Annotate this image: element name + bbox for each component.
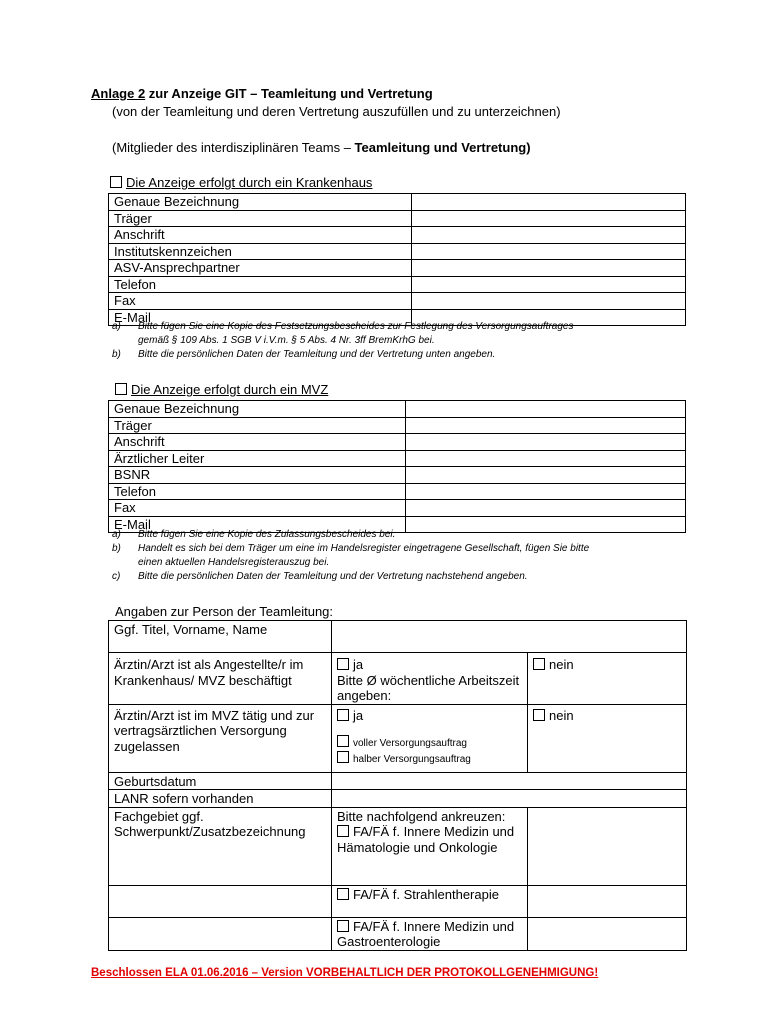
value-field[interactable] — [528, 917, 687, 950]
fach-option-gastroenterologie[interactable]: FA/FÄ f. Innere Medizin und Gastroenterologie — [332, 917, 528, 950]
row-label: Träger — [109, 417, 406, 434]
anlage-label: Anlage 2 — [91, 86, 146, 101]
table-row — [109, 293, 686, 310]
value-field[interactable] — [412, 243, 686, 260]
person-table — [108, 620, 687, 951]
row-label: ASV-Ansprechpartner — [109, 260, 412, 277]
note-item: b) Bitte die persönlichen Daten der Teamleitung und der Vertretung unten angeben. — [112, 349, 496, 360]
fachgebiet-value-field[interactable] — [528, 807, 687, 885]
voller-option[interactable]: voller Versorgungsauftrag — [337, 735, 523, 751]
person-heading: Angaben zur Person der Teamleitung: — [115, 604, 334, 619]
mvz-checkbox-label: Die Anzeige erfolgt durch ein MVZ — [131, 382, 329, 397]
employed-yes-checkbox[interactable] — [337, 658, 349, 670]
value-field[interactable] — [406, 467, 686, 484]
fachgebiet-intro: Bitte nachfolgend ankreuzen: — [337, 808, 506, 824]
value-field[interactable] — [412, 293, 686, 310]
table-row — [109, 483, 686, 500]
table-row — [109, 704, 687, 772]
empty-cell — [109, 885, 332, 917]
value-field[interactable] — [412, 227, 686, 244]
row-label: Institutskennzeichen — [109, 243, 412, 260]
krankenhaus-notes — [112, 320, 692, 362]
table-row — [109, 885, 687, 917]
mvz-no-checkbox[interactable] — [533, 709, 545, 721]
row-label: Telefon — [109, 483, 406, 500]
row-label: Anschrift — [109, 227, 412, 244]
subtitle: (von der Teamleitung und deren Vertretung auszufüllen und zu unterzeichnen) — [112, 104, 561, 119]
empty-cell — [109, 917, 332, 950]
table-row — [109, 260, 686, 277]
mvz-no-option[interactable]: nein — [533, 708, 682, 724]
fach-onkologie-checkbox[interactable] — [337, 825, 349, 837]
mvz-checkbox[interactable] — [115, 383, 127, 395]
krankenhaus-checkbox[interactable] — [110, 176, 122, 188]
value-field[interactable] — [406, 483, 686, 500]
value-field[interactable] — [412, 210, 686, 227]
value-field[interactable] — [406, 434, 686, 451]
table-row — [109, 467, 686, 484]
note-item: b) Handelt es sich bei dem Träger um eine im Handelsregister eingetragene Gesellschaft, fügen Sie bitte — [112, 543, 590, 554]
value-field[interactable] — [412, 276, 686, 293]
employed-label: Ärztin/Arzt ist als Angestellte/r im Krankenhaus/ MVZ beschäftigt — [109, 653, 332, 705]
table-row — [109, 500, 686, 517]
table-row — [109, 807, 687, 885]
table-row — [109, 772, 687, 790]
table-row — [109, 210, 686, 227]
mvz-yes-checkbox[interactable] — [337, 709, 349, 721]
mvz-option[interactable] — [115, 382, 328, 398]
employed-hours-note: Bitte Ø wöchentliche Arbeitszeit angeben: — [337, 672, 520, 703]
row-label: E-Mail — [109, 516, 406, 533]
table-row — [109, 276, 686, 293]
table-row — [109, 194, 686, 211]
row-label: Telefon — [109, 276, 412, 293]
fach-strahlentherapie-checkbox[interactable] — [337, 888, 349, 900]
birthdate-field[interactable] — [332, 772, 687, 790]
table-row — [109, 917, 687, 950]
halber-checkbox[interactable] — [337, 751, 349, 763]
row-label: E-Mail — [109, 309, 412, 326]
name-field[interactable] — [332, 621, 687, 653]
table-row — [109, 401, 686, 418]
value-field[interactable] — [412, 194, 686, 211]
employed-no-checkbox[interactable] — [533, 658, 545, 670]
fach-gastro-checkbox[interactable] — [337, 920, 349, 932]
lanr-label: LANR sofern vorhanden — [109, 790, 332, 808]
employed-no-cell — [528, 653, 687, 705]
employed-yes-option[interactable]: ja — [337, 657, 523, 673]
table-row — [109, 434, 686, 451]
value-field[interactable] — [528, 885, 687, 917]
table-row — [109, 653, 687, 705]
title-text: zur Anzeige GIT – Teamleitung und Vertretung — [145, 86, 433, 101]
fachgebiet-options-cell — [332, 807, 528, 885]
mvz-yes-option[interactable]: ja — [337, 708, 523, 724]
mvz-notes — [112, 528, 692, 584]
row-label: BSNR — [109, 467, 406, 484]
note-item: a) Bitte fügen Sie eine Kopie des Festsetzungsbescheides zur Festlegung des Versorgungsauftrages — [112, 321, 574, 332]
value-field[interactable] — [412, 260, 686, 277]
note-item: gemäß § 109 Abs. 1 SGB V i.V.m. § 5 Abs. 4 Nr. 3ff BremKrhG bei. — [138, 335, 435, 346]
table-row — [109, 450, 686, 467]
value-field[interactable] — [406, 450, 686, 467]
lanr-field[interactable] — [332, 790, 687, 808]
document-title — [91, 86, 433, 102]
row-label: Ärztlicher Leiter — [109, 450, 406, 467]
fach-option-strahlentherapie[interactable]: FA/FÄ f. Strahlentherapie — [332, 885, 528, 917]
row-label: Anschrift — [109, 434, 406, 451]
row-label: Genaue Bezeichnung — [109, 194, 412, 211]
fachgebiet-label: Fachgebiet ggf. Schwerpunkt/Zusatzbezeichnung — [109, 807, 332, 885]
row-label: Genaue Bezeichnung — [109, 401, 406, 418]
name-label: Ggf. Titel, Vorname, Name — [109, 621, 332, 653]
krankenhaus-table — [108, 193, 686, 326]
table-row — [109, 621, 687, 653]
voller-checkbox[interactable] — [337, 735, 349, 747]
value-field[interactable] — [406, 417, 686, 434]
mvz-admission-label: Ärztin/Arzt ist im MVZ tätig und zur vertragsärztlichen Versorgung zugelassen — [109, 704, 332, 772]
value-field[interactable] — [406, 500, 686, 517]
table-row — [109, 417, 686, 434]
table-row — [109, 243, 686, 260]
note-item: einen aktuellen Handelsregisterauszug bei. — [138, 557, 330, 568]
members-note: (Mitglieder des interdisziplinären Teams – Teamleitung und Vertretung) — [112, 140, 531, 155]
employed-yes-cell — [332, 653, 528, 705]
halber-option[interactable]: halber Versorgungsauftrag — [337, 751, 523, 767]
note-item: a) Bitte fügen Sie eine Kopie des Zulassungsbescheides bei. — [112, 529, 396, 540]
mvz-no-cell — [528, 704, 687, 772]
footer-status: Beschlossen ELA 01.06.2016 – Version VORBEHALTLICH DER PROTOKOLLGENEHMIGUNG! — [91, 967, 599, 979]
krankenhaus-checkbox-label: Die Anzeige erfolgt durch ein Krankenhaus — [126, 175, 373, 190]
row-label: Träger — [109, 210, 412, 227]
note-item: c) Bitte die persönlichen Daten der Teamleitung und der Vertretung nachstehend angeben. — [112, 571, 528, 582]
employed-no-option[interactable]: nein — [533, 657, 682, 673]
table-row — [109, 790, 687, 808]
mvz-table — [108, 400, 686, 533]
birthdate-label: Geburtsdatum — [109, 772, 332, 790]
table-row — [109, 227, 686, 244]
mvz-yes-cell — [332, 704, 528, 772]
row-label: Fax — [109, 500, 406, 517]
value-field[interactable] — [406, 401, 686, 418]
krankenhaus-option[interactable] — [110, 175, 372, 191]
row-label: Fax — [109, 293, 412, 310]
fach-option-onkologie[interactable]: FA/FÄ f. Innere Medizin und Hämatologie und Onkologie — [337, 824, 515, 855]
